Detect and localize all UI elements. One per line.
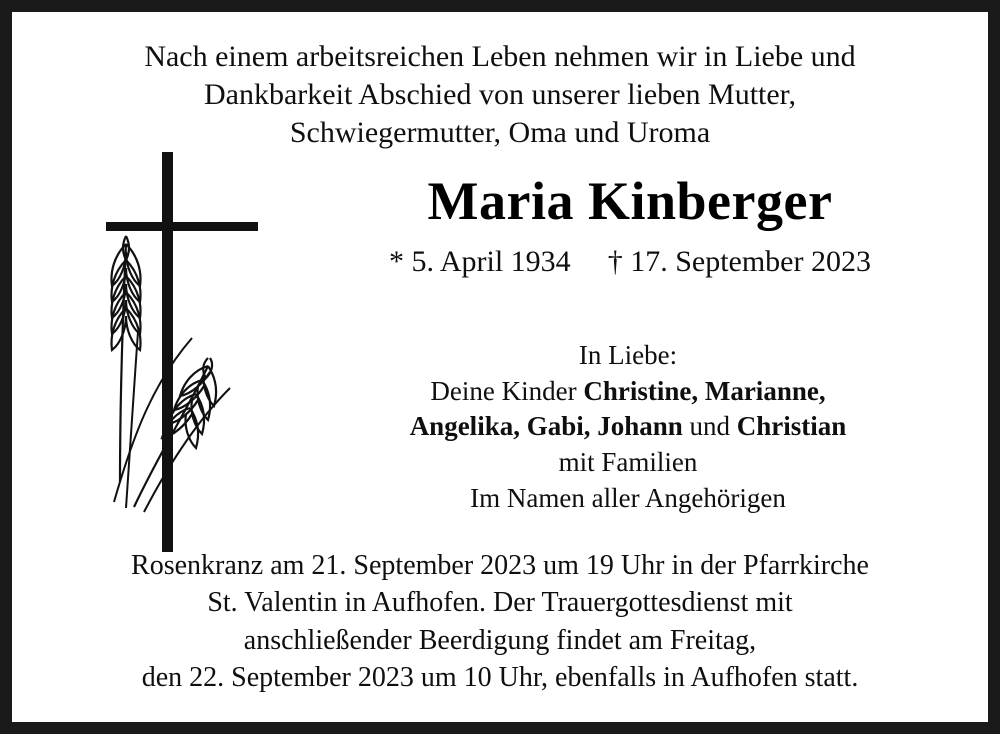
life-dates (292, 245, 968, 279)
cross-and-wheat-icon (74, 152, 284, 552)
intro-line-1: Nach einem arbeitsreichen Leben nehmen wir in Liebe und (144, 40, 856, 73)
family-line-1 (282, 374, 974, 410)
intro-line-2: Dankbarkeit Abschied von unserer lieben Mutter, (204, 77, 796, 111)
family-block (282, 338, 974, 516)
death-date: † 17. September 2023 (607, 245, 871, 279)
intro-line-3: Schwiegermutter, Oma und Uroma (289, 115, 711, 149)
family-line-4: Im Namen aller Angehörigen (470, 482, 786, 513)
service-line-2: St. Valentin in Aufhofen. Der Trauergottesdienst mit (207, 587, 793, 619)
family-line-2 (282, 409, 974, 445)
children-names-2: Angelika, Gabi, Johann (409, 411, 683, 442)
children-prefix: Deine Kinder (430, 375, 584, 406)
service-line-3: anschließender Beerdigung findet am Freitag, (243, 624, 757, 656)
service-details (26, 547, 974, 696)
deceased-name: Maria Kinberger (427, 171, 833, 231)
obituary-card (12, 12, 988, 722)
children-conjunction: und (682, 411, 737, 442)
intro-text (12, 38, 988, 151)
family-line-3: mit Familien (558, 446, 698, 477)
service-line-1: Rosenkranz am 21. September 2023 um 19 Uhr in der Pfarrkirche (131, 550, 869, 582)
children-names-1: Christine, Marianne, (583, 375, 826, 406)
service-line-4: den 22. September 2023 um 10 Uhr, ebenfalls in Aufhofen statt. (141, 661, 859, 693)
children-names-3: Christian (736, 411, 847, 442)
birth-date: * 5. April 1934 (389, 245, 571, 279)
name-block (292, 172, 968, 279)
family-heading: In Liebe: (578, 340, 678, 370)
